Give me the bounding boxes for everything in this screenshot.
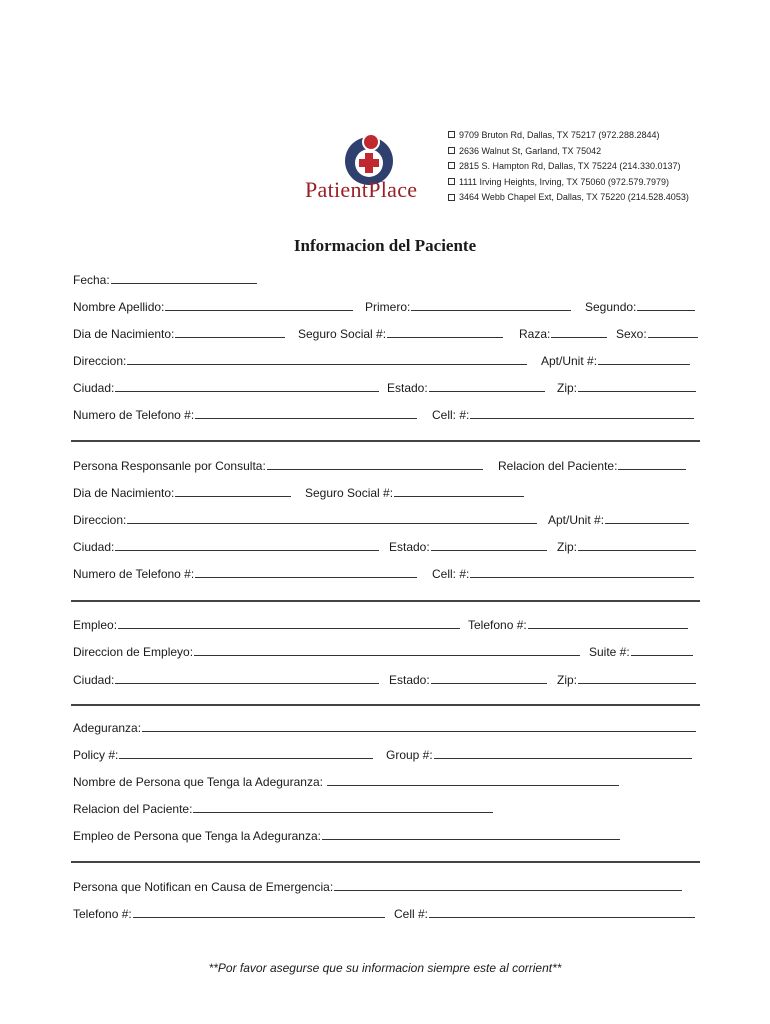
clinic-addresses: [448, 128, 689, 206]
direccion-field[interactable]: Direccion:: [73, 512, 537, 527]
page-title: Informacion del Paciente: [293, 236, 477, 255]
checkbox-icon[interactable]: [448, 131, 455, 138]
persona-responsable-field[interactable]: Persona Responsanle por Consulta:: [73, 458, 483, 473]
section-divider: [71, 600, 700, 602]
dia-nacimiento-field[interactable]: Dia de Nacimiento:: [73, 485, 291, 500]
zip-field[interactable]: Zip:: [557, 539, 696, 554]
suite-field[interactable]: Suite #:: [589, 644, 693, 659]
logo-text: PatientPlace: [305, 177, 418, 202]
address-item: 3464 Webb Chapel Ext, Dallas, TX 75220 (214.528.4053): [448, 190, 689, 206]
section-divider: [71, 861, 700, 863]
cell-field[interactable]: Cell: #:: [432, 566, 694, 581]
address-item: 1111 Irving Heights, Irving, TX 75060 (972.579.7979): [448, 175, 689, 191]
empleo-field[interactable]: Empleo:: [73, 617, 460, 632]
form-row: [73, 617, 699, 635]
telefono-field[interactable]: Numero de Telefono #:: [73, 407, 417, 422]
form-row: [73, 906, 699, 924]
address-item: 2636 Walnut St, Garland, TX 75042: [448, 144, 689, 160]
form-row: [73, 828, 699, 846]
address-item: 2815 S. Hampton Rd, Dallas, TX 75224 (214.330.0137): [448, 159, 689, 175]
telefono-field[interactable]: Numero de Telefono #:: [73, 566, 417, 581]
seguro-social-field[interactable]: Seguro Social #:: [305, 485, 524, 500]
zip-field[interactable]: Zip:: [557, 380, 696, 395]
direccion-field[interactable]: Direccion:: [73, 353, 527, 368]
relacion-paciente-field[interactable]: Relacion del Paciente:: [498, 458, 686, 473]
form-row: [73, 407, 699, 425]
group-field[interactable]: Group #:: [386, 747, 692, 762]
form-row: [73, 458, 699, 476]
nombre-apellido-field[interactable]: Nombre Apellido:: [73, 299, 353, 314]
nombre-asegurado-field[interactable]: Nombre de Persona que Tenga la Adeguranza:: [73, 774, 619, 789]
fecha-field[interactable]: Fecha:: [73, 272, 257, 287]
form-row: [73, 644, 699, 662]
address-item: 9709 Bruton Rd, Dallas, TX 75217 (972.288.2844): [448, 128, 689, 144]
form-row: [73, 747, 699, 765]
form-row: [73, 299, 699, 317]
form-row: [73, 326, 699, 344]
ciudad-field[interactable]: Ciudad:: [73, 380, 379, 395]
form-row: [73, 512, 699, 530]
telefono-empleo-field[interactable]: Telefono #:: [468, 617, 688, 632]
form-row: [73, 774, 699, 792]
checkbox-icon[interactable]: [448, 194, 455, 201]
footer-note: **Por favor asegurse que su informacion siempre este al corrient**: [208, 961, 562, 975]
section-divider: [71, 704, 700, 706]
telefono-emergencia-field[interactable]: Telefono #:: [73, 906, 385, 921]
form-row: [73, 485, 699, 503]
estado-field[interactable]: Estado:: [389, 672, 547, 687]
form-row: [73, 879, 699, 897]
apt-unit-field[interactable]: Apt/Unit #:: [541, 353, 690, 368]
form-row: [73, 353, 699, 371]
cell-emergencia-field[interactable]: Cell #:: [394, 906, 695, 921]
raza-field[interactable]: Raza:: [519, 326, 607, 341]
form-row: [73, 539, 699, 557]
dia-nacimiento-field[interactable]: Dia de Nacimiento:: [73, 326, 285, 341]
section-divider: [71, 440, 700, 442]
direccion-empleo-field[interactable]: Direccion de Empleyo:: [73, 644, 580, 659]
zip-field[interactable]: Zip:: [557, 672, 696, 687]
relacion-asegurado-field[interactable]: Relacion del Paciente:: [73, 801, 493, 816]
form-row: [73, 380, 699, 398]
checkbox-icon[interactable]: [448, 162, 455, 169]
patientplace-logo: [305, 133, 435, 208]
form-row: [73, 720, 699, 738]
contacto-emergencia-field[interactable]: Persona que Notifican en Causa de Emergencia:: [73, 879, 682, 894]
ciudad-field[interactable]: Ciudad:: [73, 539, 379, 554]
form-row: [73, 672, 699, 690]
estado-field[interactable]: Estado:: [389, 539, 547, 554]
form-row: [73, 566, 699, 584]
form-row: [73, 801, 699, 819]
cell-field[interactable]: Cell: #:: [432, 407, 694, 422]
form-row: [73, 272, 699, 290]
ciudad-field[interactable]: Ciudad:: [73, 672, 379, 687]
seguro-social-field[interactable]: Seguro Social #:: [298, 326, 503, 341]
checkbox-icon[interactable]: [448, 147, 455, 154]
sexo-field[interactable]: Sexo:: [616, 326, 698, 341]
segundo-field[interactable]: Segundo:: [585, 299, 695, 314]
checkbox-icon[interactable]: [448, 178, 455, 185]
empleo-asegurado-field[interactable]: Empleo de Persona que Tenga la Adeguranza:: [73, 828, 620, 843]
apt-unit-field[interactable]: Apt/Unit #:: [548, 512, 689, 527]
estado-field[interactable]: Estado:: [387, 380, 545, 395]
aseguranza-field[interactable]: Adeguranza:: [73, 720, 696, 735]
policy-field[interactable]: Policy #:: [73, 747, 373, 762]
primero-field[interactable]: Primero:: [365, 299, 571, 314]
